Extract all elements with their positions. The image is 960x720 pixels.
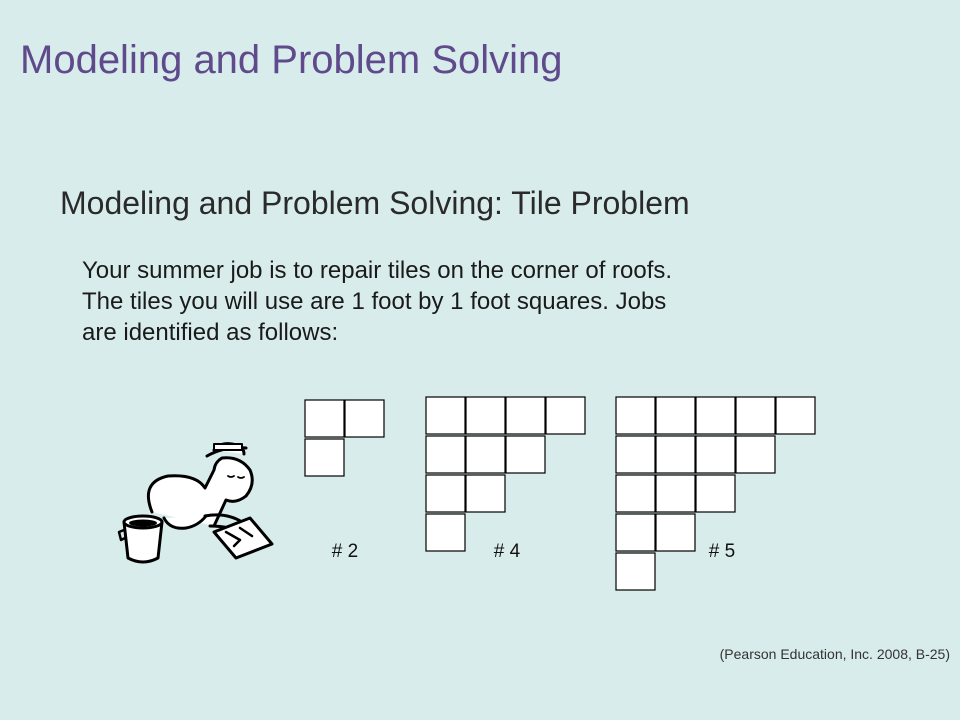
tile [696,475,735,512]
problem-line: are identified as follows: [82,319,339,346]
tile [426,514,465,551]
tile [616,553,655,590]
tile [616,514,655,551]
tile [656,436,695,473]
slide-title: Modeling and Problem Solving [20,38,563,82]
tile-job-label: # 5 [708,541,736,562]
source-credit: (Pearson Education, Inc. 2008, B-25) [719,646,950,662]
tile [656,397,695,434]
tile [466,475,505,512]
tile [506,397,545,434]
tile [696,397,735,434]
tile [616,436,655,473]
tile [426,397,465,434]
worker-tiling-icon [119,444,272,562]
tile [616,397,655,434]
tile [656,475,695,512]
problem-line: The tiles you will use are 1 foot by 1 foot squares. Jobs [82,288,667,315]
tile [426,475,465,512]
tile [426,436,465,473]
slide-subtitle: Modeling and Problem Solving: Tile Problem [60,185,690,221]
problem-line: Your summer job is to repair tiles on the corner of roofs. [82,257,673,284]
tile [656,514,695,551]
tile [345,400,384,437]
tile [546,397,585,434]
tile [736,436,775,473]
tile-job-2 [305,400,384,476]
tile [305,400,344,437]
tile [506,436,545,473]
tile [776,397,815,434]
tile [616,475,655,512]
tile [466,397,505,434]
tile-job-label: # 4 [493,541,521,562]
tile [736,397,775,434]
tile [466,436,505,473]
tile-job-label: # 2 [331,541,359,562]
tile-job-4 [426,397,585,551]
tile [305,439,344,476]
tile [696,436,735,473]
